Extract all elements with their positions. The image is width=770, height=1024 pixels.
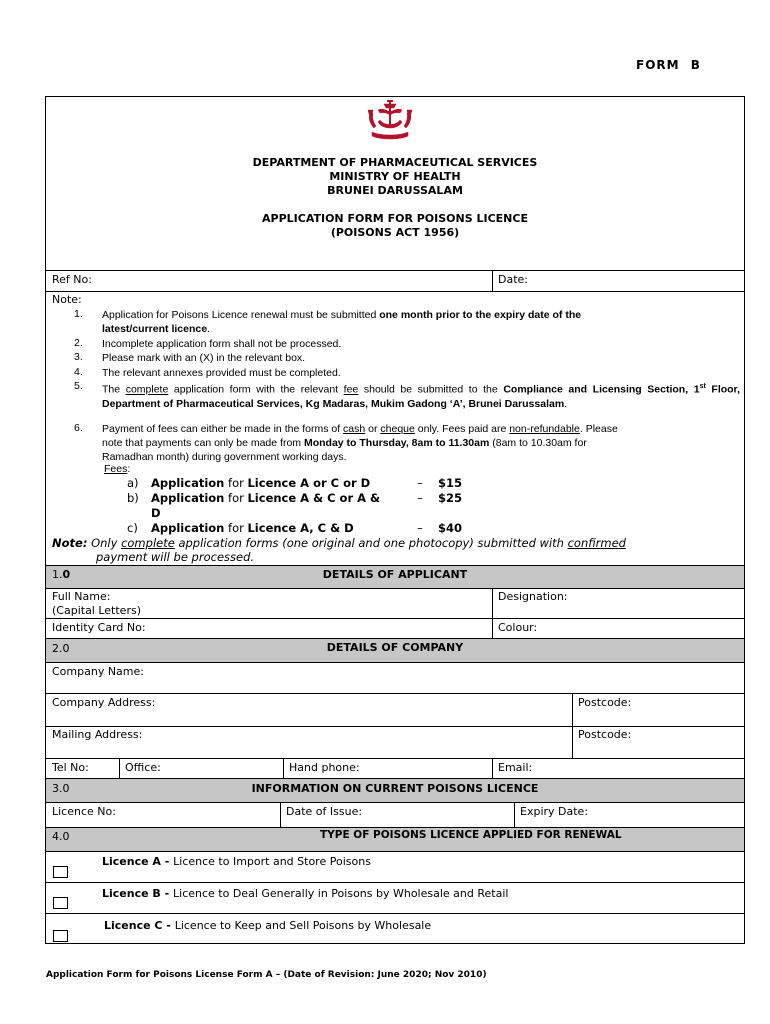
- divider: [46, 913, 744, 914]
- fee-b: Application for Licence A & C or A &: [151, 491, 381, 505]
- office-label: Office:: [125, 761, 161, 774]
- fee-a: Application for Licence A or C or D: [151, 476, 371, 490]
- divider: [46, 291, 744, 292]
- licence-b-checkbox[interactable]: [53, 897, 68, 909]
- divider: [46, 802, 744, 803]
- licence-c-checkbox[interactable]: [53, 930, 68, 942]
- note-heading: Note:: [52, 293, 82, 306]
- note-3: Please mark with an (X) in the relevant box.: [102, 352, 306, 364]
- expiry-date-label: Expiry Date:: [520, 805, 589, 818]
- divider: [46, 565, 744, 566]
- email-label: Email:: [498, 761, 533, 774]
- fee-letter: b): [127, 491, 139, 505]
- date-of-issue-label: Date of Issue:: [286, 805, 363, 818]
- fee-dash: –: [417, 521, 423, 535]
- identity-card-label: Identity Card No:: [52, 621, 146, 634]
- fee-price: $25: [438, 491, 463, 505]
- divider: [46, 882, 744, 883]
- form-title: APPLICATION FORM FOR POISONS LICENCE: [262, 212, 528, 225]
- divider: [46, 778, 744, 779]
- divider: [492, 588, 493, 638]
- capital-letters-hint: (Capital Letters): [52, 604, 141, 617]
- section-3-number: 3.0: [52, 782, 70, 795]
- divider: [492, 758, 493, 778]
- section-1-number: 1.0: [52, 568, 71, 581]
- divider: [283, 758, 284, 778]
- section-3-title: INFORMATION ON CURRENT POISONS LICENCE: [251, 782, 539, 795]
- note-4: The relevant annexes provided must be completed.: [102, 367, 341, 379]
- divider: [46, 638, 744, 639]
- postcode-label: Postcode:: [578, 728, 632, 741]
- fee-dash: –: [417, 476, 423, 490]
- licence-b-option: Licence B - Licence to Deal Generally in Poisons by Wholesale and Retail: [102, 887, 509, 900]
- divider: [280, 802, 281, 827]
- country-heading: BRUNEI DARUSSALAM: [327, 184, 463, 197]
- note-number: 4.: [74, 366, 83, 378]
- divider: [492, 270, 493, 291]
- divider: [46, 693, 744, 694]
- divider: [46, 270, 744, 271]
- note-number: 5.: [74, 380, 83, 392]
- divider: [46, 726, 744, 727]
- note-number: 6.: [74, 422, 83, 434]
- note-2: Incomplete application form shall not be processed.: [102, 338, 342, 350]
- colour-label: Colour:: [498, 621, 538, 634]
- brunei-crest-emblem: [364, 98, 416, 142]
- department-heading: DEPARTMENT OF PHARMACEUTICAL SERVICES: [252, 156, 538, 169]
- designation-label: Designation:: [498, 590, 568, 603]
- note-1: Application for Poisons Licence renewal must be submitted one month prior to the expiry date of the latest/current licence.: [102, 309, 582, 335]
- date-label: Date:: [498, 273, 528, 286]
- note-number: 3.: [74, 351, 83, 363]
- section-4-number: 4.0: [52, 830, 70, 843]
- divider: [46, 851, 744, 852]
- divider: [514, 802, 515, 827]
- licence-a-checkbox[interactable]: [53, 866, 68, 878]
- divider: [46, 758, 744, 759]
- divider: [46, 618, 744, 619]
- company-address-label: Company Address:: [52, 696, 156, 709]
- footer-revision: Application Form for Poisons License Form A – (Date of Revision: June 2020; Nov 2010): [46, 970, 487, 980]
- note-number: 2.: [74, 337, 83, 349]
- divider: [46, 662, 744, 663]
- fee-letter: c): [127, 521, 138, 535]
- postcode-label: Postcode:: [578, 696, 632, 709]
- tel-no-label: Tel No:: [52, 761, 89, 774]
- form-tag: FORM B: [636, 58, 701, 72]
- fee-c: Application for Licence A, C & D: [151, 521, 354, 535]
- hand-phone-label: Hand phone:: [289, 761, 360, 774]
- fee-letter: a): [127, 476, 139, 490]
- section-4-title: TYPE OF POISONS LICENCE APPLIED FOR RENEWAL: [320, 829, 622, 841]
- full-name-label: Full Name:: [52, 590, 111, 603]
- section-2-title: DETAILS OF COMPANY: [326, 641, 464, 654]
- licence-no-label: Licence No:: [52, 805, 116, 818]
- ministry-heading: MINISTRY OF HEALTH: [329, 170, 461, 183]
- divider: [46, 588, 744, 589]
- fees-label: Fees:: [104, 463, 131, 475]
- final-note: Note: Only complete application forms (one original and one photocopy) submitted with confirmed payment will be processed.: [52, 536, 626, 564]
- fee-dash: –: [417, 491, 423, 505]
- licence-c-option: Licence C - Licence to Keep and Sell Poisons by Wholesale: [104, 919, 432, 932]
- note-6: Payment of fees can either be made in the forms of cash or cheque only. Fees paid are non-refundable. Please note that payments can only be made from Monday to Thursday, 8am to 11.30am (8am to 10.30am for Ramadhan month) during government working days.: [102, 423, 618, 463]
- act-subtitle: (POISONS ACT 1956): [330, 226, 460, 239]
- licence-a-option: Licence A - Licence to Import and Store Poisons: [102, 855, 371, 868]
- mailing-address-label: Mailing Address:: [52, 728, 143, 741]
- section-2-number: 2.0: [52, 642, 70, 655]
- note-5: The complete application form with the relevant fee should be submitted to the Compliance and Licensing Section, 1st Floor, Department of Pharmaceutical Services, Kg Madaras, Mukim Gadong ‘A’, Brunei Darussalam.: [102, 383, 740, 410]
- ref-no-label: Ref No:: [52, 273, 92, 286]
- fee-price: $40: [438, 521, 463, 535]
- fee-price: $15: [438, 476, 463, 490]
- section-1-title: DETAILS OF APPLICANT: [322, 568, 468, 581]
- fee-b-cont: D: [151, 506, 161, 520]
- divider: [46, 827, 744, 828]
- note-number: 1.: [74, 308, 83, 320]
- company-name-label: Company Name:: [52, 665, 144, 678]
- divider: [119, 758, 120, 778]
